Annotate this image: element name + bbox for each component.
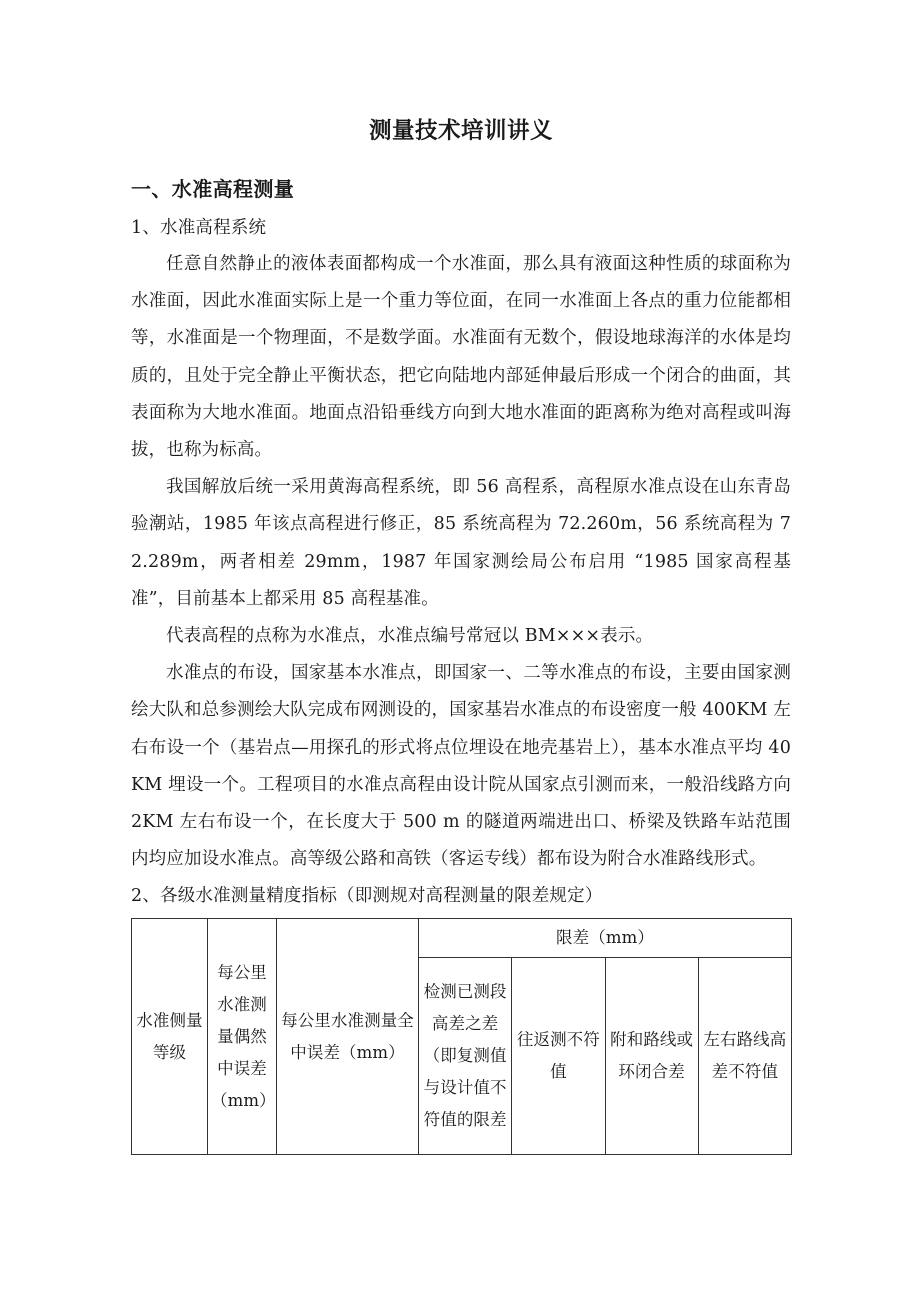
precision-table-wrapper [131,918,792,1155]
paragraph-1: 任意自然静止的液体表面都构成一个水准面，那么具有液面这种性质的球面称为水准面，因此水准面实际上是一个重力等位面，在同一水准面上各点的重力位能都相等，水准面是一个物理面，不是数学面。水准面有无数个，假设地球海洋的水体是均质的，且处于完全静止平衡状态，把它向陆地内部延伸最后形成一个闭合的曲面，其表面称为大地水准面。地面点沿铅垂线方向到大地水准面的距离称为绝对高程或叫海拔，也称为标高。 [131,254,791,461]
table-header-closure: 附和路线或环闭合差 [605,958,698,1155]
precision-table [131,918,792,1155]
table-header-round-trip: 往返测不符值 [512,958,605,1155]
sub-heading-1: 1、水准高程系统 [131,218,267,238]
paragraph-4: 水准点的布设，国家基本水准点，即国家一、二等水准点的布设，主要由国家测绘大队和总参测绘大队完成布网测设的，国家基岩水准点的布设密度一般 400KM 左右布设一个（基岩点—用探孔的形式将点位埋设在地壳基岩上），基本水准点平均 40KM 埋设一个。工程项目的水准点高程由设计院从国家点引测而来，一般沿线路方向 2KM 左右布设一个，在长度大于 500 m 的隧道两端进出口、桥梁及铁路车站范围内均应加设水准点。高等级公路和高铁（客运专线）都布设为附合水准路线形式。 [131,663,791,870]
page-title: 测量技术培训讲义 [368,118,553,144]
table-header-random-error: 每公里水准测量偶然中误差（mm） [208,919,277,1155]
section-heading-1: 一、水准高程测量 [131,177,295,201]
paragraph-3: 代表高程的点称为水准点，水准点编号常冠以 BM×××表示。 [166,626,654,647]
table-header-grade: 水准侧量等级 [132,919,208,1155]
paragraph-2: 我国解放后统一采用黄海高程系统，即 56 高程系，高程原水准点设在山东青岛验潮站，1985 年该点高程进行修正，85 系统高程为 72.260m，56 系统高程为 72.289m，两者相差 29mm，1987 年国家测绘局公布启用 “1985 国家高程基准”，目前基本上都采用 85 高程基准。 [131,477,791,609]
table-header-check-diff: 检测已测段高差之差（即复测值与设计值不符值的限差 [419,958,512,1155]
table-header-tolerance-group: 限差（mm） [419,919,792,958]
document-content [131,0,791,1155]
table-header-total-error: 每公里水准测量全中误差（mm） [277,919,419,1155]
table-row [132,919,792,958]
table-header-left-right: 左右路线高差不符值 [698,958,791,1155]
sub-heading-2: 2、各级水准测量精度指标（即测规对高程测量的限差规定） [131,886,603,907]
